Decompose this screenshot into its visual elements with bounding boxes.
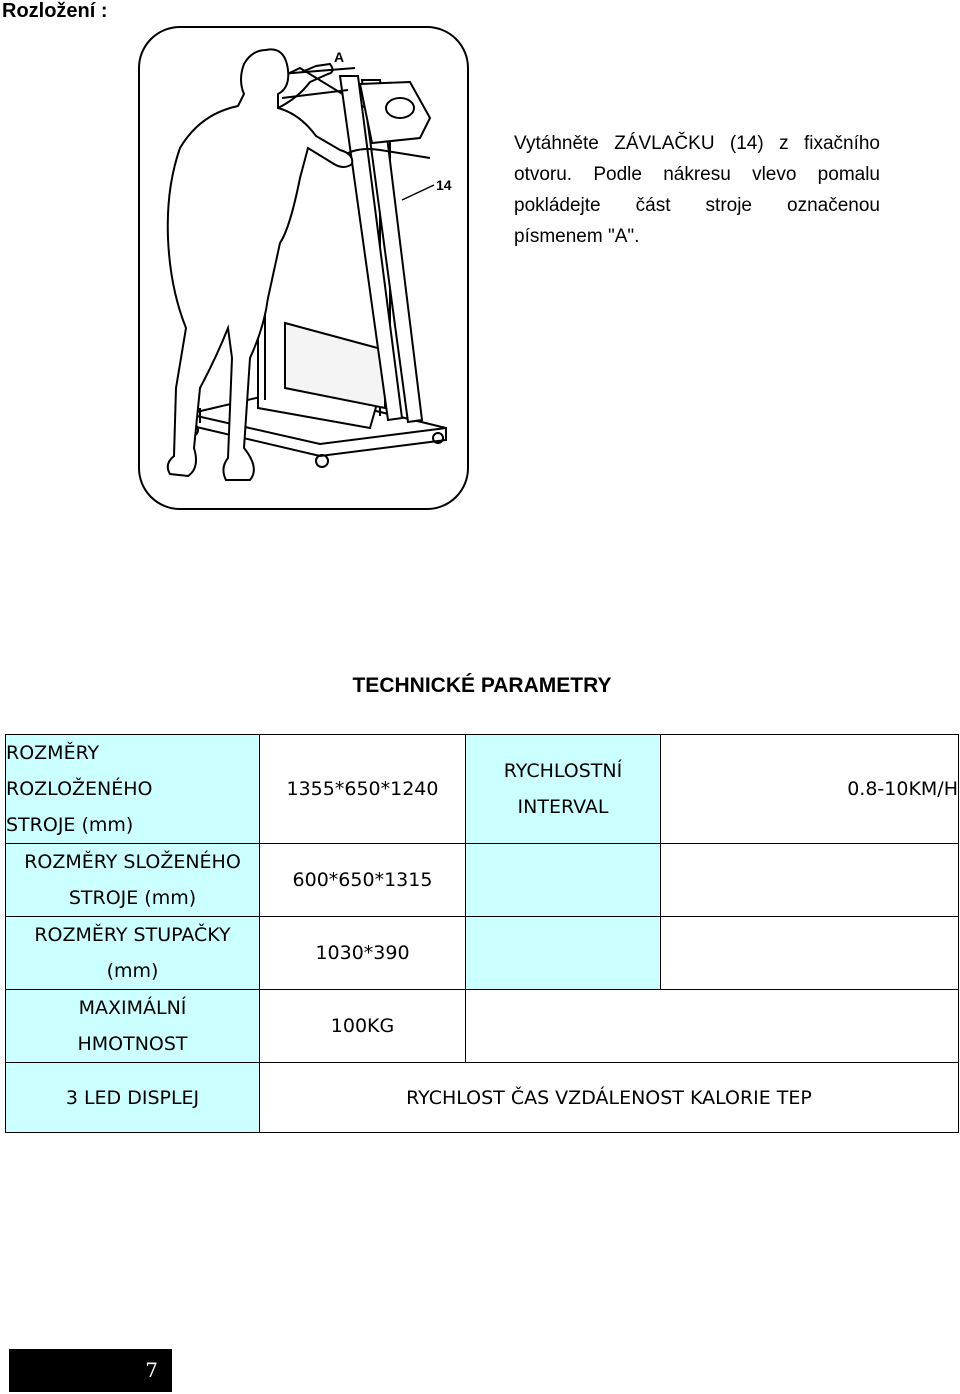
- page-number-box: [9, 1349, 172, 1392]
- treadmill-person-drawing: [140, 28, 471, 512]
- speed-value: 0.8-10KM/H: [661, 735, 959, 844]
- row-label: ROZMĚRY ROZLOŽENÉHO STROJE (mm): [6, 735, 260, 844]
- table-row: [6, 735, 959, 844]
- row-value: 1030*390: [260, 917, 466, 990]
- row-label: MAXIMÁLNÍ HMOTNOST: [6, 990, 260, 1063]
- row-value: 1355*650*1240: [260, 735, 466, 844]
- tech-params-title: TECHNICKÉ PARAMETRY: [352, 674, 612, 697]
- label-pin-14: 14: [436, 177, 452, 193]
- table-row: [6, 990, 959, 1063]
- display-value: RYCHLOST ČAS VZDÁLENOST KALORIE TEP: [260, 1063, 959, 1133]
- tech-params-table: [5, 734, 959, 1133]
- row-label: ROZMĚRY STUPAČKY (mm): [6, 917, 260, 990]
- speed-label: RYCHLOSTNÍ INTERVAL: [466, 735, 661, 844]
- label-a: A: [334, 49, 345, 65]
- row-label: ROZMĚRY SLOŽENÉHO STROJE (mm): [6, 844, 260, 917]
- empty-cell: [661, 844, 959, 917]
- table-row: [6, 844, 959, 917]
- empty-cell: [466, 917, 661, 990]
- table-row: [6, 917, 959, 990]
- row-value: 100KG: [260, 990, 466, 1063]
- page-number: 7: [145, 1358, 158, 1382]
- folding-illustration: [138, 26, 469, 510]
- empty-cell: [466, 990, 959, 1063]
- empty-cell: [661, 917, 959, 990]
- empty-cell: [466, 844, 661, 917]
- table-row: [6, 1063, 959, 1133]
- row-value: 600*650*1315: [260, 844, 466, 917]
- unfold-instruction: Vytáhněte ZÁVLAČKU (14) z fixačního otvoru. Podle nákresu vlevo pomalu pokládejte část stroje označenou písmenem "A".: [514, 133, 880, 247]
- page-heading: Rozložení :: [2, 0, 108, 22]
- display-label: 3 LED DISPLEJ: [6, 1063, 260, 1133]
